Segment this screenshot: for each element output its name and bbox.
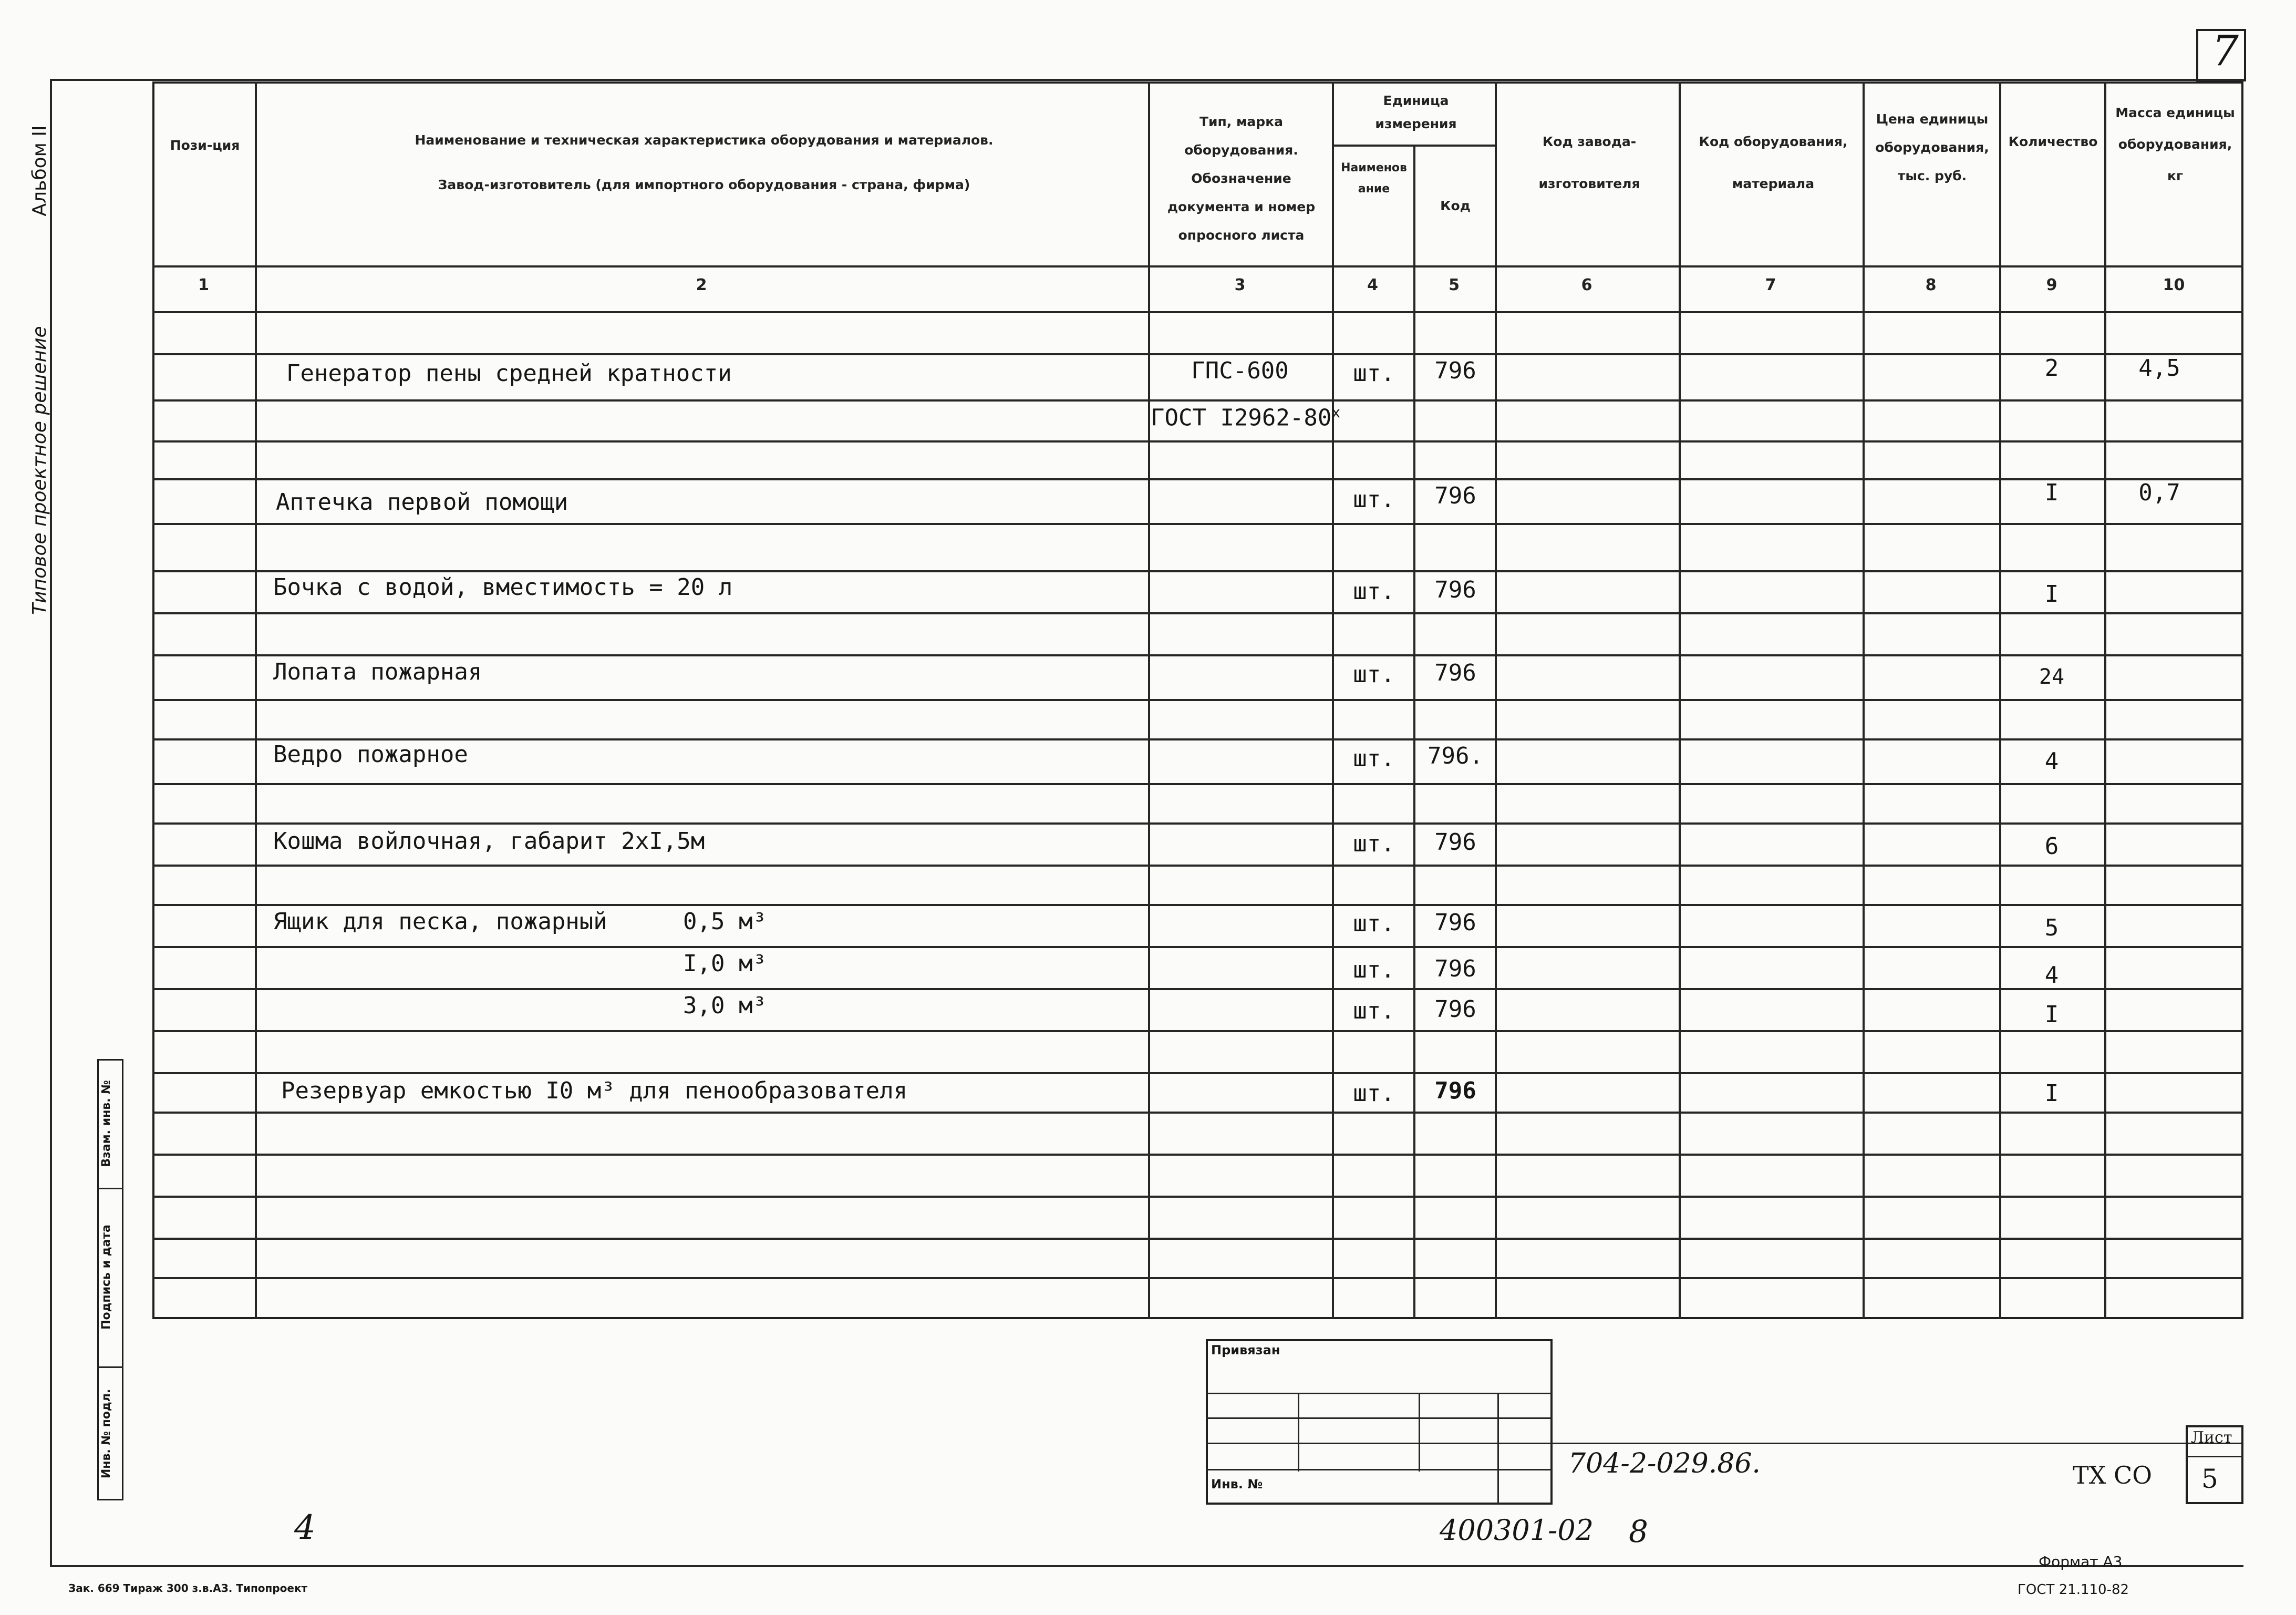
row-qty: 4	[2044, 748, 2059, 775]
row-code: 796	[1434, 955, 1476, 982]
project-label: Типовое проектное решение	[29, 326, 50, 615]
doc-code: ТХ СО	[2073, 1461, 2152, 1489]
header-unit-group: Единица измерения	[1375, 93, 1457, 131]
header-price: Цена единицы оборудования, тыс. руб.	[1875, 111, 1989, 183]
header-mass: Масса единицы оборудования, кг	[2115, 105, 2235, 183]
row-qty: I	[2044, 581, 2059, 608]
row-line	[152, 440, 2243, 443]
row-name: Ящик для песка, пожарный	[273, 908, 607, 935]
privyazan-col	[1419, 1393, 1420, 1472]
row-code: 796	[1434, 357, 1476, 384]
row-line	[152, 478, 2243, 480]
inv-no-label: Инв. №	[1211, 1477, 1263, 1491]
header-unit-name: Наименование	[1341, 161, 1407, 196]
row-line	[152, 699, 2243, 701]
privyazan-line	[1206, 1443, 1553, 1444]
row-name: Лопата пожарная	[273, 659, 482, 685]
row-line	[152, 570, 2243, 572]
row-code: 796	[1434, 829, 1476, 856]
row-line	[152, 865, 2243, 867]
colnum-10: 10	[2163, 276, 2185, 294]
side-stamp-replace: Взам. инв. №	[100, 1080, 113, 1167]
row-line	[152, 612, 2243, 614]
row-unit: шт.	[1353, 486, 1395, 513]
row-line	[152, 1072, 2243, 1074]
print-info: Зак. 669 Тираж 300 з.в.АЗ. Типопроект	[68, 1582, 308, 1595]
row-code: 796	[1434, 577, 1476, 603]
side-stamp-inv: Инв. № подл.	[100, 1388, 113, 1479]
unit-group-line	[1332, 145, 1497, 147]
colnum-bottom-line	[152, 311, 2243, 313]
colnum-9: 9	[2046, 276, 2057, 294]
header-plant-code: Код завода-изготовителя	[1538, 134, 1640, 191]
corner-sheet-number: 7	[2212, 26, 2239, 75]
row-line	[152, 738, 2243, 740]
side-stamp-divider	[97, 1188, 123, 1189]
row-line	[152, 1238, 2243, 1240]
header-quantity: Количество	[2008, 134, 2098, 149]
row-line	[152, 1277, 2243, 1279]
handwritten-number: 8	[1629, 1514, 1648, 1549]
row-qty: 24	[2039, 665, 2065, 689]
designation: 704-2-029.86.	[1568, 1448, 1761, 1479]
row-unit: шт.	[1353, 910, 1395, 937]
row-type: ГОСТ I2962-80$^x$	[1151, 404, 1341, 431]
row-name: Кошма войлочная, габарит 2xI,5м	[273, 828, 705, 855]
row-line	[152, 523, 2243, 525]
colnum-3: 3	[1234, 276, 1246, 294]
header-equipment-code: Код оборудования, материала	[1699, 134, 1848, 191]
row-unit: шт.	[1353, 360, 1395, 387]
row-type: ГПС-600	[1191, 357, 1289, 384]
privyazan-col	[1298, 1393, 1299, 1472]
row-unit: шт.	[1353, 997, 1395, 1024]
row-line	[152, 988, 2243, 990]
row-unit: шт.	[1353, 1080, 1395, 1107]
row-qty: I	[2044, 1001, 2059, 1028]
row-volume: 0,5 м³	[683, 908, 767, 935]
row-code: 796.	[1428, 743, 1483, 769]
row-code: 796	[1434, 909, 1476, 936]
row-unit: шт.	[1353, 830, 1395, 857]
row-name: Резервуар емкостью I0 м³ для пенообразователя	[281, 1077, 908, 1104]
side-stamp-signature: Подпись и дата	[100, 1225, 113, 1330]
row-code: 796	[1434, 996, 1476, 1023]
row-name: Аптечка первой помощи	[276, 489, 568, 516]
gost-footer: ГОСТ 21.110-82	[2018, 1582, 2129, 1598]
row-code: 796	[1434, 482, 1476, 509]
row-code: 796	[1434, 1077, 1476, 1104]
row-line	[152, 1030, 2243, 1032]
row-qty: 5	[2044, 914, 2059, 941]
outer-top-line	[50, 79, 2243, 81]
row-qty: 4	[2044, 962, 2059, 989]
header-name-line2: Завод-изготовитель (для импортного оборудования - страна, фирма)	[438, 177, 970, 192]
row-unit: шт.	[1353, 661, 1395, 688]
row-line	[152, 654, 2243, 656]
album-label: Альбом II	[29, 125, 50, 217]
header-type: Тип, марка оборудования. Обозначение документа и номер опросного листа	[1167, 114, 1316, 243]
privyazan-line	[1206, 1393, 1553, 1394]
title-block-top	[1553, 1443, 2243, 1444]
colnum-1: 1	[198, 276, 209, 294]
row-name: Бочка с водой, вместимость = 20 л	[273, 574, 733, 601]
privyazan-col	[1497, 1393, 1499, 1505]
sheet-label: Лист	[2191, 1428, 2232, 1447]
header-name-line1: Наименование и техническая характеристика оборудования и материалов.	[415, 132, 994, 148]
row-mass: 4,5	[2138, 355, 2180, 382]
outer-bottom-line	[50, 1565, 2243, 1567]
type-superscript: x	[1331, 404, 1341, 421]
row-name: Генератор пены средней кратности	[286, 360, 732, 387]
row-unit: шт.	[1353, 578, 1395, 605]
colnum-4: 4	[1367, 276, 1378, 294]
colnum-2: 2	[696, 276, 707, 294]
row-line	[152, 399, 2243, 402]
row-line	[152, 783, 2243, 785]
handwritten-left: 4	[294, 1508, 316, 1547]
colnum-7: 7	[1765, 276, 1776, 294]
colnum-5: 5	[1449, 276, 1460, 294]
privyazan-line	[1206, 1469, 1553, 1470]
row-line	[152, 904, 2243, 906]
row-line	[152, 353, 2243, 355]
row-mass: 0,7	[2138, 479, 2180, 506]
row-qty: I	[2044, 1080, 2059, 1107]
row-volume: 3,0 м³	[683, 992, 767, 1019]
row-code: 796	[1434, 660, 1476, 686]
col-line-4	[1413, 145, 1415, 1319]
row-line	[152, 1196, 2243, 1198]
header-unit-code: Код	[1440, 198, 1471, 213]
row-qty: 2	[2044, 355, 2059, 382]
colnum-6: 6	[1581, 276, 1592, 294]
format-label: Формат А3	[2039, 1553, 2123, 1570]
sheet-box-divider	[2186, 1456, 2243, 1457]
row-qty: 6	[2044, 833, 2059, 860]
privyazan-label: Привязан	[1211, 1343, 1280, 1357]
row-line	[152, 946, 2243, 948]
sheet-number: 5	[2201, 1464, 2218, 1494]
colnum-8: 8	[1925, 276, 1937, 294]
side-stamp-divider	[97, 1366, 123, 1368]
privyazan-line	[1206, 1417, 1553, 1419]
row-unit: шт.	[1353, 745, 1395, 772]
row-line	[152, 822, 2243, 825]
row-qty: I	[2044, 479, 2059, 506]
header-bottom-line	[152, 265, 2243, 268]
row-line	[152, 1112, 2243, 1114]
row-line	[152, 1154, 2243, 1156]
handwritten-center: 400301-02	[1440, 1514, 1594, 1547]
row-volume: I,0 м³	[683, 950, 767, 977]
row-name: Ведро пожарное	[273, 741, 468, 768]
row-unit: шт.	[1353, 956, 1395, 983]
header-position: Пози-ция	[170, 138, 240, 153]
